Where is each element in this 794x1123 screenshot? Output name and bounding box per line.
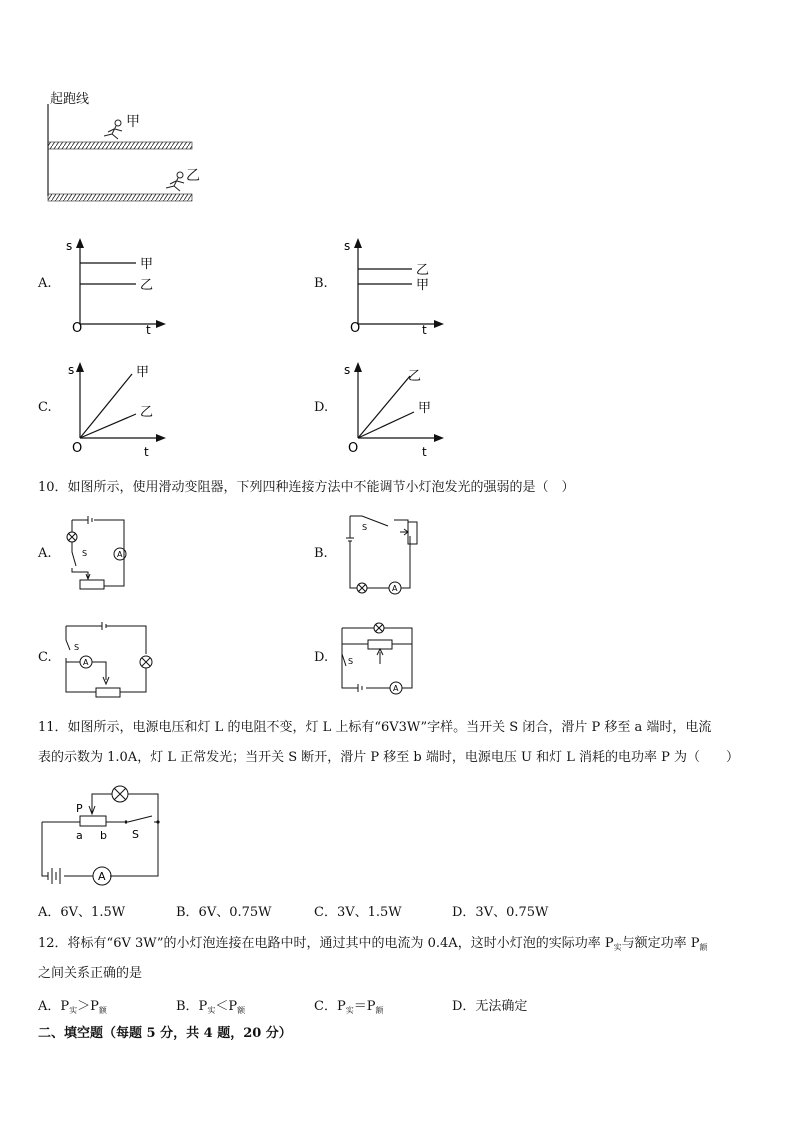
svg-text:O: O <box>72 441 83 456</box>
q12-option-b[interactable]: B．$P_实<P_额$ <box>176 999 246 1015</box>
section-2-heading: 二、填空题（每题 5 分，共 4 题，20 分） <box>38 1026 292 1041</box>
svg-text:甲: 甲 <box>136 365 150 380</box>
q12-option-d[interactable]: D．无法确定 <box>452 999 528 1014</box>
svg-text:A: A <box>98 870 106 883</box>
q10-option-b-label[interactable]: B. <box>314 546 328 561</box>
svg-text:s: s <box>68 363 75 377</box>
q11-option-b[interactable]: B．6V、0.75W <box>176 905 272 920</box>
svg-text:S: S <box>132 828 139 841</box>
svg-text:乙: 乙 <box>140 405 154 420</box>
q10-option-a-label[interactable]: A. <box>38 546 52 561</box>
svg-text:乙: 乙 <box>140 278 154 293</box>
svg-text:A: A <box>392 584 398 593</box>
svg-text:b: b <box>100 829 107 842</box>
svg-text:s: s <box>344 363 351 377</box>
q9-graph-b[interactable] <box>338 232 448 334</box>
q12-stem-line1: 12．将标有“6V 3W”的小灯泡连接在电路中时，通过其中的电流为 0.4A，这时小灯泡的实际功率 $P_实$与额定功率 $P_额$ <box>38 936 708 952</box>
q12-stem-line2: 之间关系正确的是 <box>38 966 143 981</box>
q10-stem: 10．如图所示，使用滑动变阻器，下列四种连接方法中不能调节小灯泡发光的强弱的是（ ） <box>38 480 575 495</box>
q9-option-a-label[interactable]: A. <box>38 276 52 291</box>
svg-text:t: t <box>146 323 151 334</box>
svg-text:甲: 甲 <box>418 401 432 416</box>
svg-text:a: a <box>76 829 83 842</box>
q9-option-c-label[interactable]: C. <box>38 400 52 415</box>
runner-b-label: 乙 <box>186 168 200 184</box>
runner-a-label: 甲 <box>126 114 140 130</box>
svg-text:s: s <box>344 239 351 253</box>
svg-text:s: s <box>66 239 73 253</box>
svg-text:S: S <box>362 523 368 532</box>
q10-circuit-a[interactable] <box>60 512 130 594</box>
svg-text:t: t <box>144 445 149 459</box>
q10-circuit-b[interactable] <box>336 510 426 602</box>
q10-circuit-c[interactable] <box>60 618 156 698</box>
svg-text:O: O <box>72 321 83 334</box>
q11-stem-line1: 11．如图所示，电源电压和灯 L 的电阻不变，灯 L 上标有“6V3W”字样。当开关 S 闭合，滑片 P 移至 a 端时，电流 <box>38 720 712 735</box>
q11-option-d[interactable]: D．3V、0.75W <box>452 905 549 920</box>
q9-option-b-label[interactable]: B. <box>314 276 328 291</box>
track-figure <box>40 104 200 208</box>
q11-stem-line2: 表的示数为 1.0A，灯 L 正常发光；当开关 S 断开，滑片 P 移至 b 端时，电源电压 U 和灯 L 消耗的电功率 P 为（ ） <box>38 750 739 765</box>
q10-option-c-label[interactable]: C. <box>38 650 52 665</box>
q12-option-c[interactable]: C．$P_实=P_额$ <box>314 999 384 1015</box>
runner-b-icon <box>166 172 184 191</box>
svg-text:A: A <box>83 658 89 667</box>
svg-text:S: S <box>74 643 80 652</box>
svg-text:t: t <box>422 323 427 334</box>
svg-text:A: A <box>117 550 123 559</box>
q11-option-c[interactable]: C．3V、1.5W <box>314 905 402 920</box>
svg-text:O: O <box>348 441 359 456</box>
svg-text:甲: 甲 <box>140 257 154 272</box>
q9-graph-d[interactable] <box>338 356 448 460</box>
q11-circuit <box>36 780 166 888</box>
svg-text:乙: 乙 <box>408 369 422 384</box>
svg-text:O: O <box>350 321 361 334</box>
q9-graph-c[interactable] <box>60 356 170 460</box>
q11-option-a[interactable]: A．6V、1.5W <box>38 905 126 920</box>
svg-text:P: P <box>76 802 83 815</box>
svg-text:S: S <box>82 549 88 558</box>
q10-circuit-d[interactable] <box>336 616 420 698</box>
q9-graph-a[interactable] <box>60 232 170 334</box>
q12-option-a[interactable]: A．$P_实>P_额$ <box>38 999 107 1015</box>
svg-text:t: t <box>422 445 427 459</box>
start-line-label: 起跑线 <box>50 92 90 107</box>
q10-option-d-label[interactable]: D. <box>314 650 329 665</box>
svg-text:S: S <box>348 657 354 666</box>
svg-text:甲: 甲 <box>416 278 430 293</box>
runner-a-icon <box>104 120 122 139</box>
svg-text:A: A <box>393 684 399 693</box>
svg-text:乙: 乙 <box>416 263 430 278</box>
q9-option-d-label[interactable]: D. <box>314 400 329 415</box>
